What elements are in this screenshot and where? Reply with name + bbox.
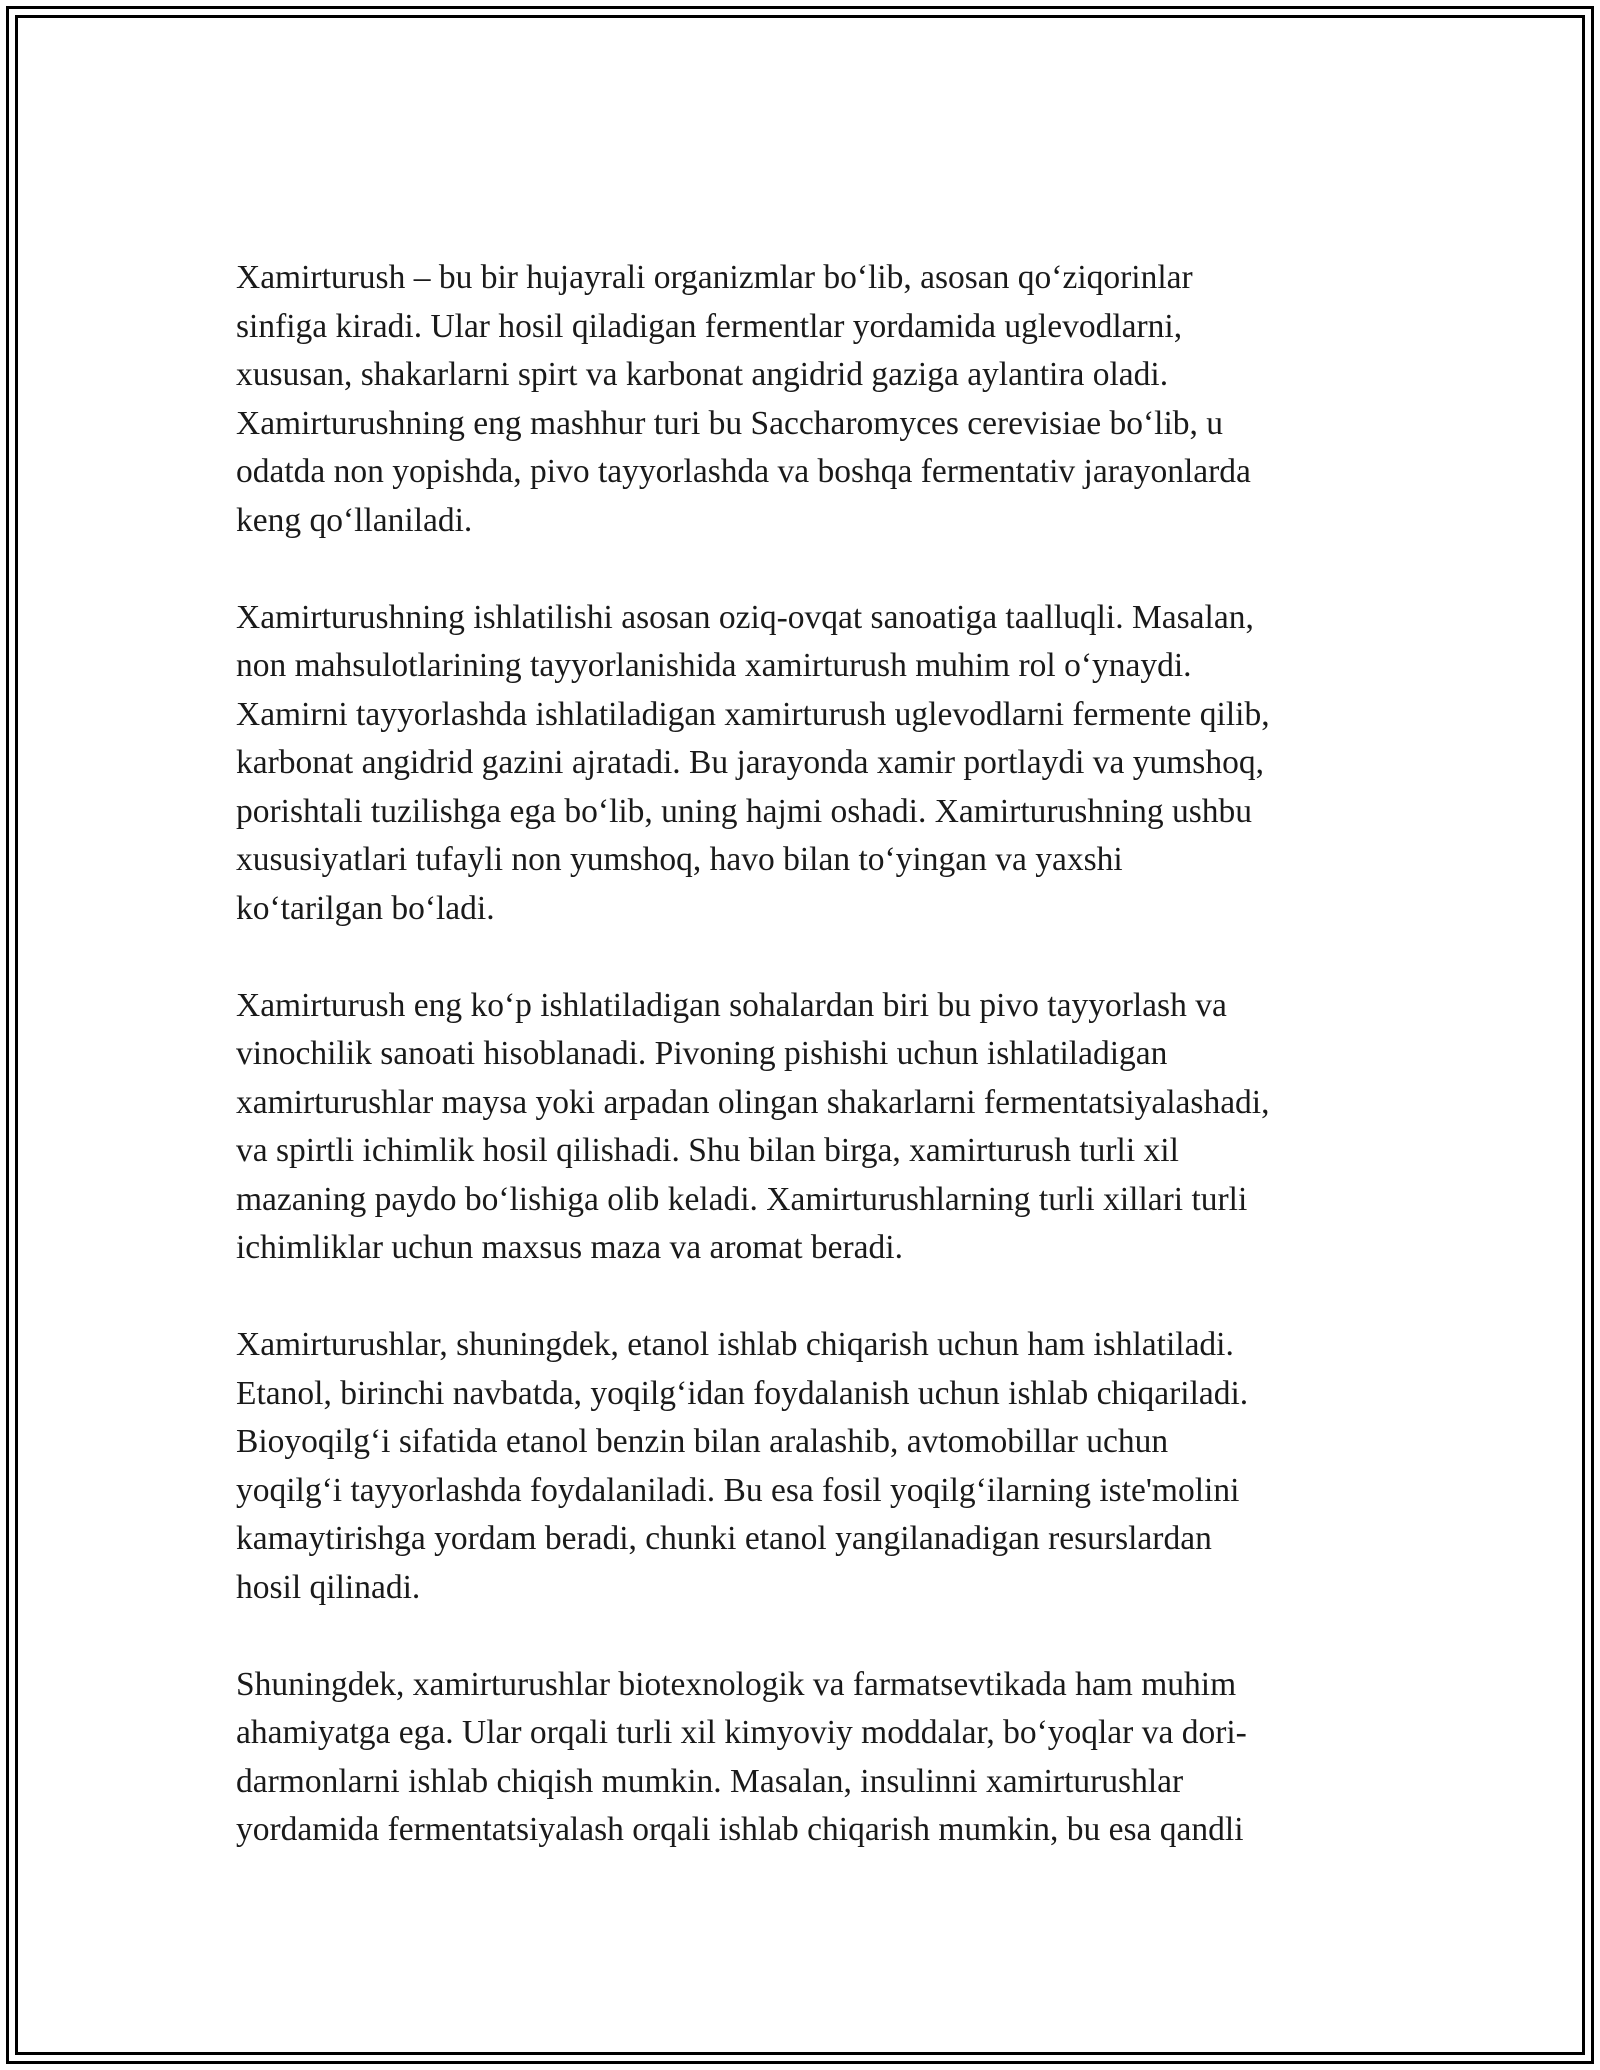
paragraph-1: Xamirturush – bu bir hujayrali organizmlar bo‘lib, asosan qo‘ziqorinlar sinfiga kiradi. Ular hosil qiladigan fermentlar yordamida uglevodlarni, xususan, shakarlarni spirt va karbonat angidrid gaziga aylantira oladi. Xamirturushning eng mashhur turi bu Saccharomyces cerevisiae bo‘lib, u odatda non yopishda, pivo tayyorlashda va boshqa fermentativ jarayonlarda keng qo‘llaniladi. <box>236 259 1251 539</box>
paragraph-3: Xamirturush eng ko‘p ishlatiladigan sohalardan biri bu pivo tayyorlash va vinochilik sanoati hisoblanadi. Pivoning pishishi uchun ishlatiladigan xamirturushlar maysa yoki arpadan olingan shakarlarni fermentatsiyalashadi, va spirtli ichimlik hosil qilishadi. Shu bilan birga, xamirturush turli xil mazaning paydo bo‘lishiga olib keladi. Xamirturushlarning turli xillari turli ichimliklar uchun maxsus maza va aromat beradi. <box>236 986 1270 1266</box>
paragraph-5: Shuningdek, xamirturushlar biotexnologik va farmatsevtikada ham muhim ahamiyatga ega. Ular orqali turli xil kimyoviy moddalar, bo‘yoqlar va dori- darmonlarni ishlab chiqish mumkin. Masalan, insulinni xamirturushlar yordamida fermentatsiyalash orqali ishlab chiqarish mumkin, bu esa qandli <box>236 1665 1247 1848</box>
paragraph-4: Xamirturushlar, shuningdek, etanol ishlab chiqarish uchun ham ishlatiladi. Etanol, birinchi navbatda, yoqilg‘idan foydalanish uchun ishlab chiqariladi. Bioyoqilg‘i sifatida etanol benzin bilan aralashib, avtomobillar uchun yoqilg‘i tayyorlashda foydalaniladi. Bu esa fosil yoqilg‘ilarning iste'molini kamaytirishga yordam beradi, chunki etanol yangilanadigan resurslardan hosil qilinadi. <box>236 1326 1249 1606</box>
paragraph-2: Xamirturushning ishlatilishi asosan oziq-ovqat sanoatiga taalluqli. Masalan, non mahsulotlarining tayyorlanishida xamirturush muhim rol o‘ynaydi. Xamirni tayyorlashda ishlatiladigan xamirturush uglevodlarni fermente qilib, karbonat angidrid gazini ajratadi. Bu jarayonda xamir portlaydi va yumshoq, porishtali tuzilishga ega bo‘lib, uning hajmi oshadi. Xamirturushning ushbu xususiyatlari tufayli non yumshoq, havo bilan to‘yingan va yaxshi ko‘tarilgan bo‘ladi. <box>236 598 1270 927</box>
document-body <box>236 254 1396 1903</box>
